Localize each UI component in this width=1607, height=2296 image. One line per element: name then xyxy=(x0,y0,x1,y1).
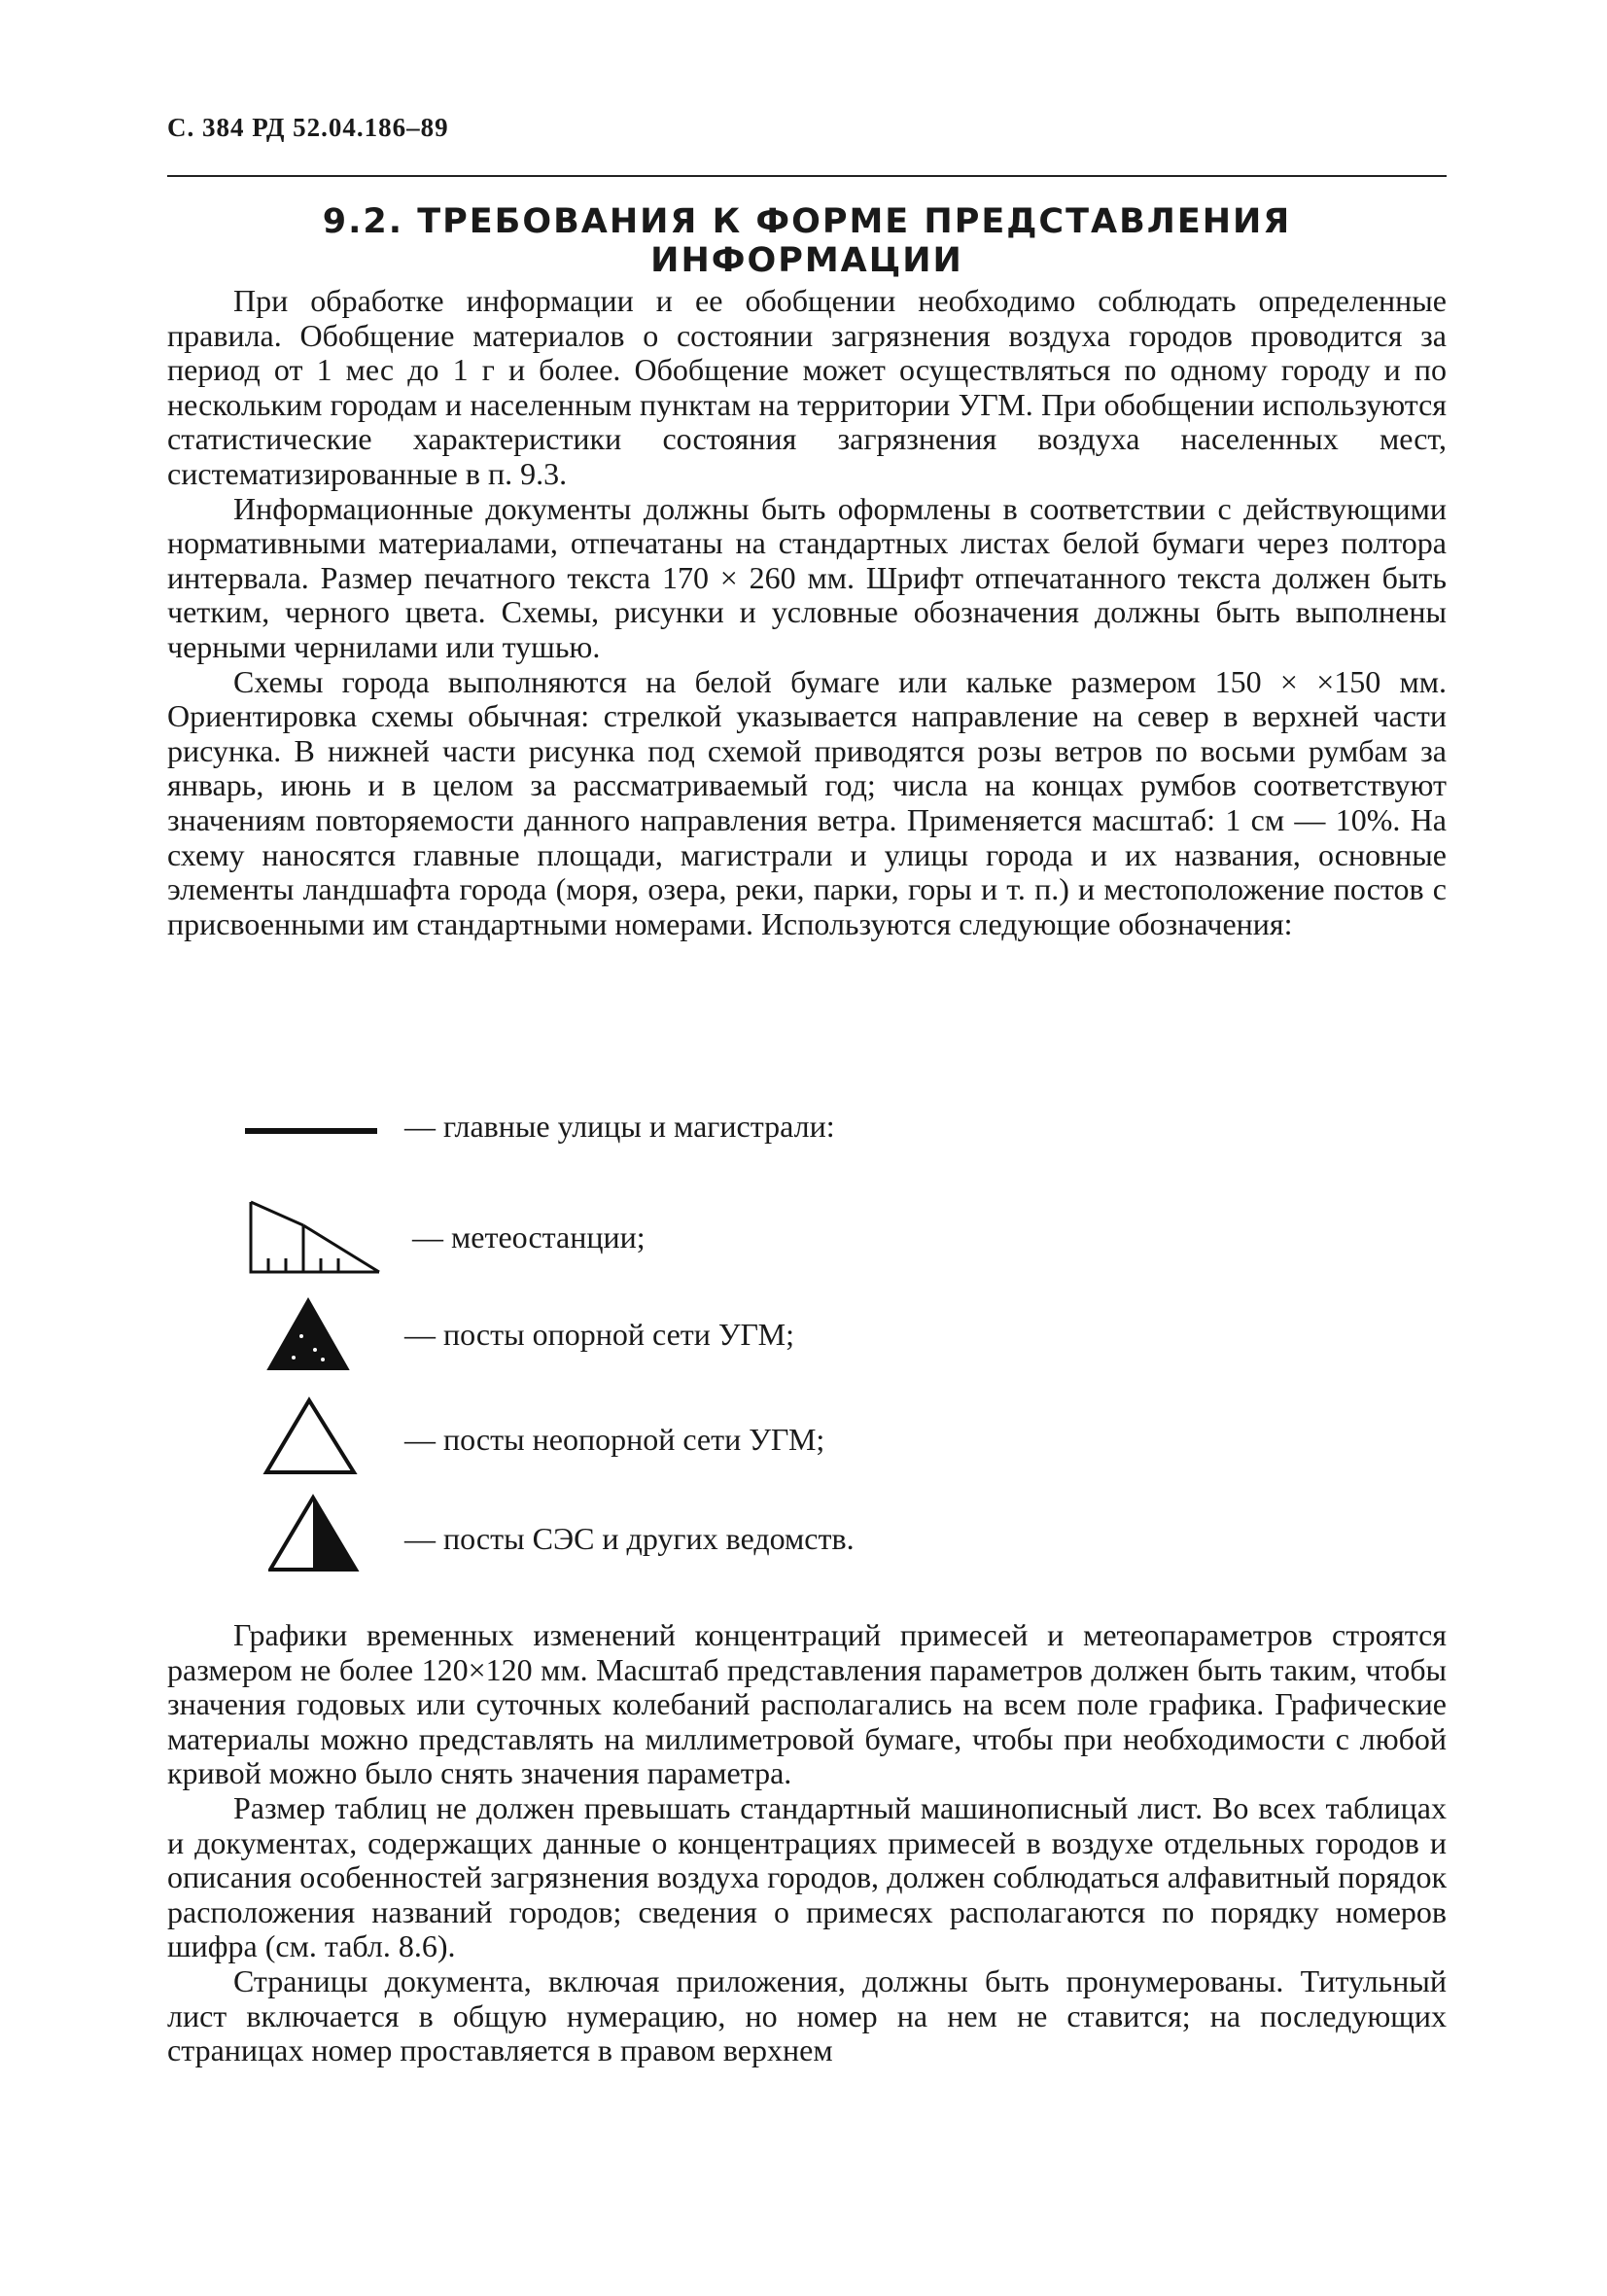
section-title: 9.2. ТРЕБОВАНИЯ К ФОРМЕ ПРЕДСТАВЛЕНИЯ ИНФОРМАЦИИ xyxy=(322,202,1292,280)
page-header: С. 384 РД 52.04.186–89 xyxy=(167,113,449,142)
open-triangle-icon xyxy=(262,1396,360,1478)
filled-triangle-icon xyxy=(264,1295,352,1373)
paragraph: Графики временных изменений концентраций примесей и метеопараметров строятся размером не более 120×120 мм. Масштаб представления параметров должен быть таким, чтобы значения годовых или суточных колебаний располагались на всем поле графика. Графические материалы можно представлять на миллиметровой бумаге, чтобы при необходимости с любой кривой можно было снять значения параметра. xyxy=(167,1617,1447,1791)
text-block-bottom xyxy=(167,1618,1447,2068)
legend-label: — посты опорной сети УГМ; xyxy=(404,1317,794,1352)
text-block-top xyxy=(167,284,1447,941)
legend-label: — метеостанции; xyxy=(412,1219,646,1254)
legend-label: — посты неопорной сети УГМ; xyxy=(404,1422,825,1457)
legend-label: — посты СЭС и других ведомств. xyxy=(404,1521,855,1556)
header-rule xyxy=(167,175,1447,177)
paragraph: Информационные документы должны быть оформлены в соответствии с действующими нормативными материалами, отпечатаны на стандартных листах белой бумаги через полтора интервала. Размер печатного текста 170 × 260 мм. Шрифт отпечатанного текста должен быть четким, черного цвета. Схемы, рисунки и условные обозначения должны быть выполнены черными чернилами или тушью. xyxy=(167,490,1447,664)
half-filled-triangle-icon xyxy=(268,1494,362,1575)
paragraph: Размер таблиц не должен превышать стандартный машинописный лист. Во всех таблицах и документах, содержащих данные о концентрациях примесей в воздухе отдельных городов и описания особенностей загрязнения воздуха городов, должен соблюдаться алфавитный порядок расположения названий городов; сведения о примесях располагаются по порядку номеров шифра (см. табл. 8.6). xyxy=(167,1789,1447,1964)
paragraph: Страницы документа, включая приложения, должны быть пронумерованы. Титульный лист включается в общую нумерацию, но номер на нем не ставится; на последующих страницах номер проставляется в правом верхнем xyxy=(167,1962,1447,2068)
paragraph: Схемы города выполняются на белой бумаге или кальке размером 150 × ×150 мм. Ориентировка схемы обычная: стрелкой указывается направление на север в верхней части рисунка. В нижней части рисунка под схемой приводятся розы ветров по восьми румбам за январь, июнь и в целом за рассматриваемый год; числа на концах румбов соответствуют значениям повторяемости данного направления ветра. Применяется масштаб: 1 см — 10%. На схему наносятся главные площади, магистрали и улицы города и их названия, основные элементы ландшафта города (моря, озера, реки, парки, горы и т. п.) и местоположение постов с присвоенными им стандартными номерами. Используются следующие обозначения: xyxy=(167,663,1447,941)
meteostation-icon xyxy=(249,1198,385,1276)
thick-line-icon xyxy=(245,1124,381,1138)
legend-label: — главные улицы и магистрали: xyxy=(404,1109,835,1144)
paragraph: При обработке информации и ее обобщении необходимо соблюдать определенные правила. Обобщение материалов о состоянии загрязнения воздуха городов проводится за период от 1 мес до 1 г и более. Обобщение может осуществляться по одному городу и по нескольким городам и населенным пунктам на территории УГМ. При обобщении используются статистические характеристики состояния загрязнения воздуха населенных мест, систематизированные в п. 9.3. xyxy=(167,283,1447,491)
legend xyxy=(167,1101,1447,1568)
